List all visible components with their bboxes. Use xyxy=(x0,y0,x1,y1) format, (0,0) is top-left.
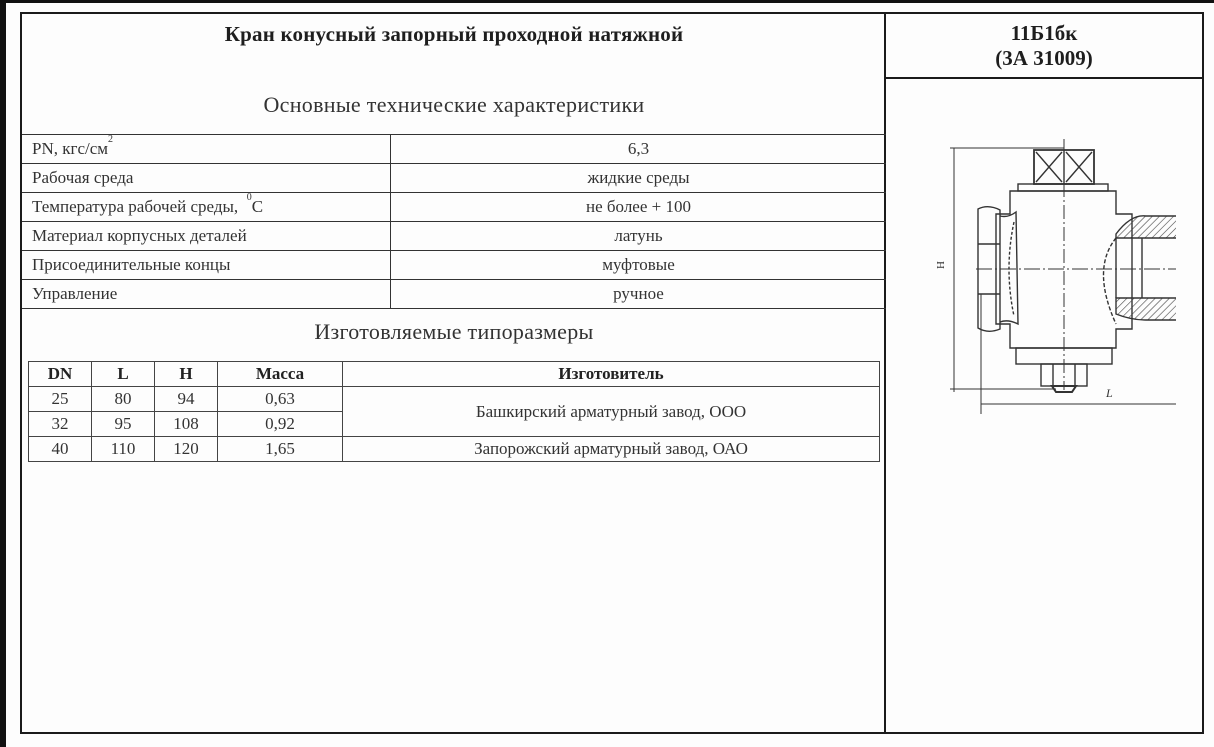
cell-h: 94 xyxy=(155,387,218,412)
cell-l: 80 xyxy=(92,387,155,412)
scanned-page xyxy=(6,3,1214,747)
cell-mass: 0,92 xyxy=(218,412,343,437)
cell-manufacturer: Башкирский арматурный завод, ООО xyxy=(343,387,880,437)
cell-l: 95 xyxy=(92,412,155,437)
spec-row xyxy=(22,251,886,280)
spec-label: Присоединительные концы xyxy=(22,251,391,280)
spec-value: не более + 100 xyxy=(391,193,887,222)
spec-value: ручное xyxy=(391,280,887,309)
spec-label: Рабочая среда xyxy=(22,164,391,193)
main-panel xyxy=(22,14,886,732)
spec-label: Материал корпусных деталей xyxy=(22,222,391,251)
cell-dn: 32 xyxy=(29,412,92,437)
product-code-line1: 11Б1бк xyxy=(1010,21,1078,45)
product-code xyxy=(886,14,1202,79)
specs-heading: Основные технические характеристики xyxy=(263,92,645,117)
spec-row xyxy=(22,164,886,193)
cell-dn: 40 xyxy=(29,437,92,462)
document-title: Кран конусный запорный проходной натяжной xyxy=(224,22,684,46)
cell-dn: 25 xyxy=(29,387,92,412)
spec-row xyxy=(22,135,886,164)
spec-label: PN, кгс/$см^2$ xyxy=(22,135,391,164)
table-row xyxy=(29,437,880,462)
spec-label: Управление xyxy=(22,280,391,309)
specs-table xyxy=(22,134,886,309)
cell-l: 110 xyxy=(92,437,155,462)
table-row xyxy=(29,387,880,412)
cell-mass: 1,65 xyxy=(218,437,343,462)
product-code-line2: (3А 31009) xyxy=(995,46,1093,70)
spec-row xyxy=(22,280,886,309)
spec-value: латунь xyxy=(391,222,887,251)
svg-text:L: L xyxy=(1106,386,1113,400)
col-header-h: H xyxy=(155,362,218,387)
col-header-dn: DN xyxy=(29,362,92,387)
col-header-manufacturer: Изготовитель xyxy=(343,362,880,387)
cell-h: 120 xyxy=(155,437,218,462)
spec-row xyxy=(22,193,886,222)
spec-value: 6,3 xyxy=(391,135,887,164)
side-panel xyxy=(886,14,1202,732)
sizes-table xyxy=(28,361,880,462)
col-header-l: L xyxy=(92,362,155,387)
spec-label: Температура рабочей среды, $^0$С xyxy=(22,193,391,222)
spec-value: муфтовые xyxy=(391,251,887,280)
cell-manufacturer: Запорожский арматурный завод, ОАО xyxy=(343,437,880,462)
sizes-header-row xyxy=(29,362,880,387)
svg-text:H: H xyxy=(935,261,947,269)
col-header-mass: Масса xyxy=(218,362,343,387)
cell-h: 108 xyxy=(155,412,218,437)
sizes-heading: Изготовляемые типоразмеры xyxy=(314,319,594,344)
spec-row xyxy=(22,222,886,251)
spec-value: жидкие среды xyxy=(391,164,887,193)
cell-mass: 0,63 xyxy=(218,387,343,412)
datasheet-frame xyxy=(20,12,1204,734)
valve-drawing-icon xyxy=(916,134,1176,414)
